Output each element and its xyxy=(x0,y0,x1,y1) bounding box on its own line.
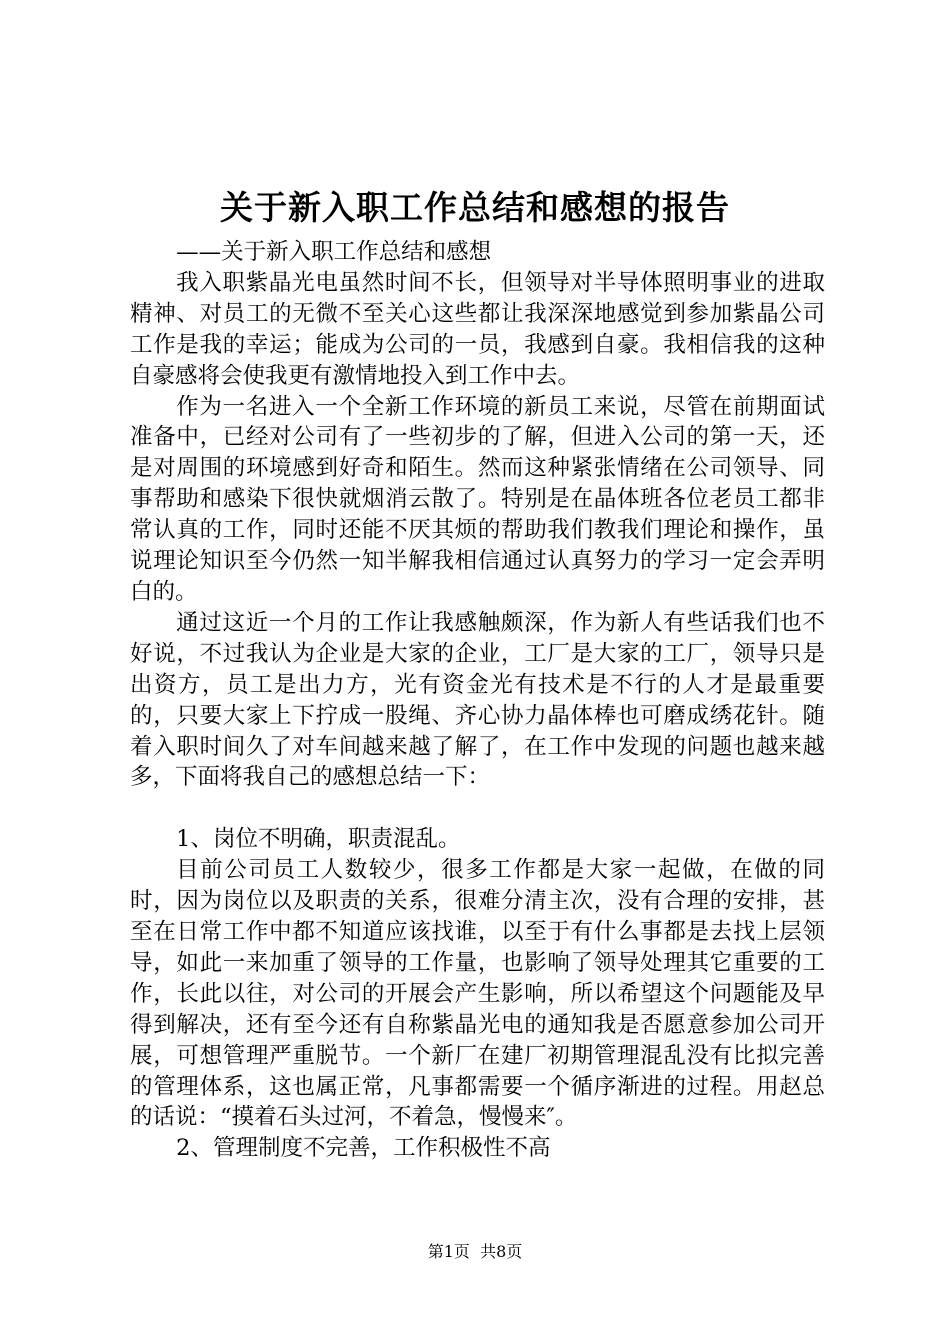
paragraph-1: 我入职紫晶光电虽然时间不长，但领导对半导体照明事业的进取精神、对员工的无微不至关心这些都让我深深地感觉到参加紫晶公司工作是我的幸运；能成为公司的一员，我感到自豪。我相信我的这种自豪感将会使我更有激情地投入到工作中去。 xyxy=(130,269,825,389)
section-heading-1: 1、岗位不明确，职责混乱。 xyxy=(176,826,461,853)
document-subtitle: ——关于新入职工作总结和感想 xyxy=(176,239,492,265)
paragraph-3: 通过这近一个月的工作让我感触颇深，作为新人有些话我们也不好说，不过我认为企业是大家的企业，工厂是大家的工厂，领导只是出资方，员工是出力方，光有资金光有技术是不行的人才是最重要的，只要大家上下拧成一股绳、齐心协力晶体棒也可磨成绣花针。随着入职时间久了对车间越来越了解了，在工作中发现的问题也越来越多，下面将我自己的感想总结一下： xyxy=(130,609,825,791)
document-body xyxy=(130,237,825,1164)
document-title: 关于新入职工作总结和感想的报告 xyxy=(220,188,730,227)
paragraph-spacer xyxy=(130,793,825,824)
page-number: 第1页 共8页 xyxy=(427,1242,523,1261)
page-footer xyxy=(0,1242,950,1262)
paragraph-2: 作为一名进入一个全新工作环境的新员工来说，尽管在前期面试准备中，已经对公司有了一些初步的了解，但进入公司的第一天，还是对周围的环境感到好奇和陌生。然而这种紧张情绪在公司领导、同事帮助和感染下很快就烟消云散了。特别是在晶体班各位老员工都非常认真的工作，同时还能不厌其烦的帮助我们教我们理论和操作，虽说理论知识至今仍然一知半解我相信通过认真努力的学习一定会弄明白的。 xyxy=(130,393,825,605)
section-heading-2: 2、管理制度不完善，工作积极性不高 xyxy=(176,1135,551,1162)
section-paragraph-1: 目前公司员工人数较少，很多工作都是大家一起做，在做的同时，因为岗位以及职责的关系，很难分清主次，没有合理的安排，甚至在日常工作中都不知道应该找谁，以至于有什么事都是去找上层领导，如此一来加重了领导的工作量，也影响了领导处理其它重要的工作，长此以往，对公司的开展会产生影响，所以希望这个问题能及早得到解决，还有至今还有自称紫晶光电的通知我是否愿意参加公司开展，可想管理严重脱节。一个新厂在建厂初期管理混乱没有比拟完善的管理体系，这也属正常，凡事都需要一个循序渐进的过程。用赵总的话说：“摸着石头过河，不着急，慢慢来″。 xyxy=(130,857,825,1131)
